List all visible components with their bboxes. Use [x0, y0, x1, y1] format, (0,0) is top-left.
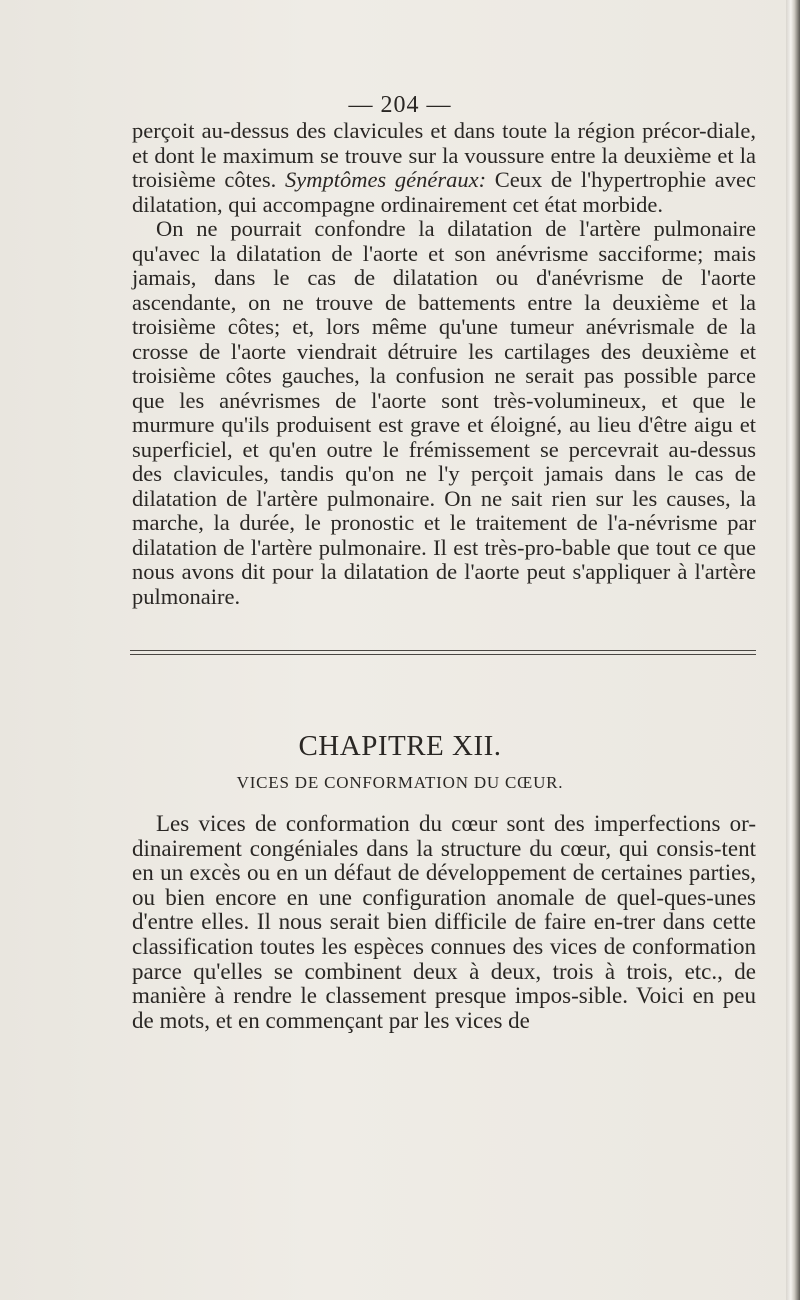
text-section-upper	[132, 119, 756, 609]
paragraph-text-start: perçoit au-dessus des clavicules et dans toute la région précor-diale, et dont le maximum se trouve sur la voussure entre la deuxième et la troisième côtes.	[132, 118, 756, 192]
divider-rule-bottom	[130, 654, 756, 655]
italic-heading-symptomes: Symptômes généraux:	[284, 167, 487, 192]
paragraph-differential-diagnosis: On ne pourrait confondre la dilatation de l'artère pulmonaire qu'avec la dilatation de l'aorte et son anévrisme sacciforme; mais jamais, dans le cas de dilatation ou d'anévrisme de l'aorte ascendante, on ne trouve de battements entre la deuxième et la troisième côtes; et, lors même qu'une tumeur anévrismale de la crosse de l'aorte viendrait détruire les cartilages des deuxième et troisième côtes gauches, la confusion ne serait pas possible parce que les anévrismes de l'aorte sont très-volumineux, et que le murmure qu'ils produisent est grave et éloigné, au lieu d'être aigu et superficiel, et qu'en outre le frémissement se percevrait au-dessus des clavicules, tandis qu'on ne l'y perçoit jamais dans le cas de dilatation de l'artère pulmonaire. On ne sait rien sur les causes, la marche, la durée, le pronostic et le traitement de l'a-névrisme par dilatation de l'artère pulmonaire. Il est très-pro-bable que tout ce que nous avons dit pour la dilatation de l'aorte peut s'appliquer à l'artère pulmonaire.	[132, 216, 756, 609]
chapter-title: CHAPITRE XII.	[298, 730, 502, 762]
paragraph-chapter-intro: Les vices de conformation du cœur sont des imperfections or-dinairement congéniales dans la structure du cœur, qui consis-tent en un excès ou en un défaut de développement de certaines parties, ou bien encore en une configuration anomale de quel-ques-unes d'entre elles. Il nous serait bien difficile de faire en-trer dans cette classification toutes les espèces connues des vices de conformation parce qu'elles se combinent deux à deux, trois à trois, etc., de manière à rendre le classement presque impos-sible. Voici en peu de mots, et en commençant par les vices de	[132, 811, 756, 1033]
text-section-lower	[132, 812, 756, 1033]
divider-rule-top	[130, 650, 756, 651]
page-edge-shadow	[786, 0, 800, 1300]
paragraph-text-end: Ceux de l'hypertrophie avec dilatation, qui accompagne ordinairement cet état morbide.	[132, 167, 756, 217]
page-number: — 204 —	[348, 92, 452, 118]
chapter-subtitle: VICES DE CONFORMATION DU CŒUR.	[236, 773, 564, 792]
paragraph-continuation	[132, 119, 756, 217]
